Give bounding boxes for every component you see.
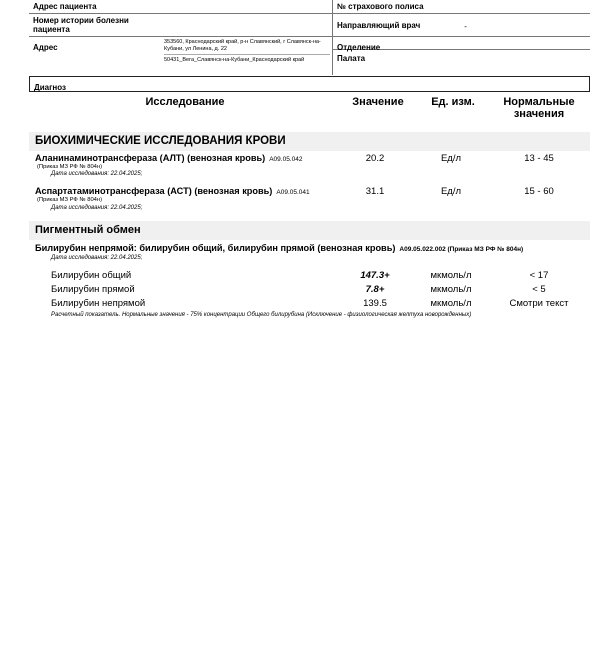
header-row-history [29, 14, 590, 37]
bili-indirect-normal: Смотри текст [509, 298, 569, 309]
address-values [162, 37, 332, 75]
header-row-address [29, 0, 590, 14]
diagnosis-box [29, 76, 590, 92]
bili-total-value: 147.3+ [360, 270, 390, 281]
bili-direct-normal: < 5 [532, 284, 546, 295]
test-bili-date: Дата исследования: 22.04.2025; [51, 255, 143, 261]
patient-address-label: Адрес пациента [33, 2, 97, 11]
test-alt-order: (Приказ МЗ РФ № 804н) [37, 164, 103, 170]
bili-indirect-value: 139.5 [363, 298, 387, 309]
section-biochem: БИОХИМИЧЕСКИЕ ИССЛЕДОВАНИЯ КРОВИ [35, 135, 286, 147]
test-alt-title: Аланинаминотрансфераза (АЛТ) (венозная кровь) [35, 153, 266, 163]
test-alt-name [35, 153, 302, 163]
patient-header-table [29, 0, 590, 75]
diagnosis-label: Диагноз [34, 83, 66, 92]
test-alt-normal: 13 - 45 [524, 153, 554, 164]
test-alt-date: Дата исследования: 22.04.2025; [51, 171, 143, 177]
test-ast-value: 31.1 [365, 186, 385, 197]
test-ast-normal: 15 - 60 [524, 186, 554, 197]
bili-direct-unit: мкмоль/л [430, 284, 472, 295]
test-ast-date: Дата исследования: 22.04.2025; [51, 205, 143, 211]
ref-doctor-label: Направляющий врач [337, 20, 421, 30]
test-alt-value: 20.2 [365, 153, 385, 164]
bili-total-normal: < 17 [529, 270, 549, 281]
department-label: Отделение [333, 37, 590, 50]
col-study: Исследование [145, 96, 225, 108]
test-ast-order: (Приказ МЗ РФ № 804н) [37, 197, 103, 203]
history-label: Номер истории болезни пациента [33, 16, 129, 34]
test-bili-title: Билирубин непрямой: билирубин общий, билирубин прямой (венозная кровь) [35, 243, 396, 253]
bili-total-unit: мкмоль/л [430, 270, 472, 281]
test-alt-code: A09.05.042 [269, 156, 303, 163]
address-value: 353560, Краснодарский край, р-н Славянский, г Славянск-на-Кубани, ул Ленина, д. 22 [164, 39, 321, 52]
ref-doctor-value: - [464, 21, 467, 31]
test-ast-title: Аспартатаминотрансфераза (АСТ) (венозная кровь) [35, 186, 273, 196]
col-unit: Ед. изм. [431, 96, 475, 108]
test-bili-code: A09.05.022.002 (Приказ МЗ РФ № 804н) [399, 246, 524, 253]
test-ast-name [35, 186, 310, 196]
col-normal: Нормальные значения [503, 96, 575, 120]
address-label: Адрес [33, 43, 58, 52]
header-row-location [29, 37, 590, 75]
test-ast-code: A09.05.041 [276, 189, 310, 196]
bili-indirect-name: Билирубин непрямой [51, 298, 146, 309]
test-alt-unit: Ед/л [440, 153, 462, 164]
bili-note: Расчетный показатель. Нормальные значения - 75% концентрации Общего билирубина (Исключение - физиологическая желтуха новорожденных) [51, 312, 472, 318]
section-pigment: Пигментный обмен [35, 224, 141, 236]
col-value: Значение [352, 96, 404, 108]
test-bili-name [35, 243, 523, 253]
insurance-label: № страхового полиса [337, 2, 424, 11]
bili-total-name: Билирубин общий [51, 270, 132, 281]
bili-indirect-unit: мкмоль/л [430, 298, 472, 309]
ward-label: Палата [337, 54, 366, 63]
address-org: 50431_Вега_Славянск-на-Кубани_Краснодарский край [164, 54, 330, 66]
bili-direct-name: Билирубин прямой [51, 284, 135, 295]
test-ast-unit: Ед/л [440, 186, 462, 197]
bili-direct-value: 7.8+ [365, 284, 385, 295]
